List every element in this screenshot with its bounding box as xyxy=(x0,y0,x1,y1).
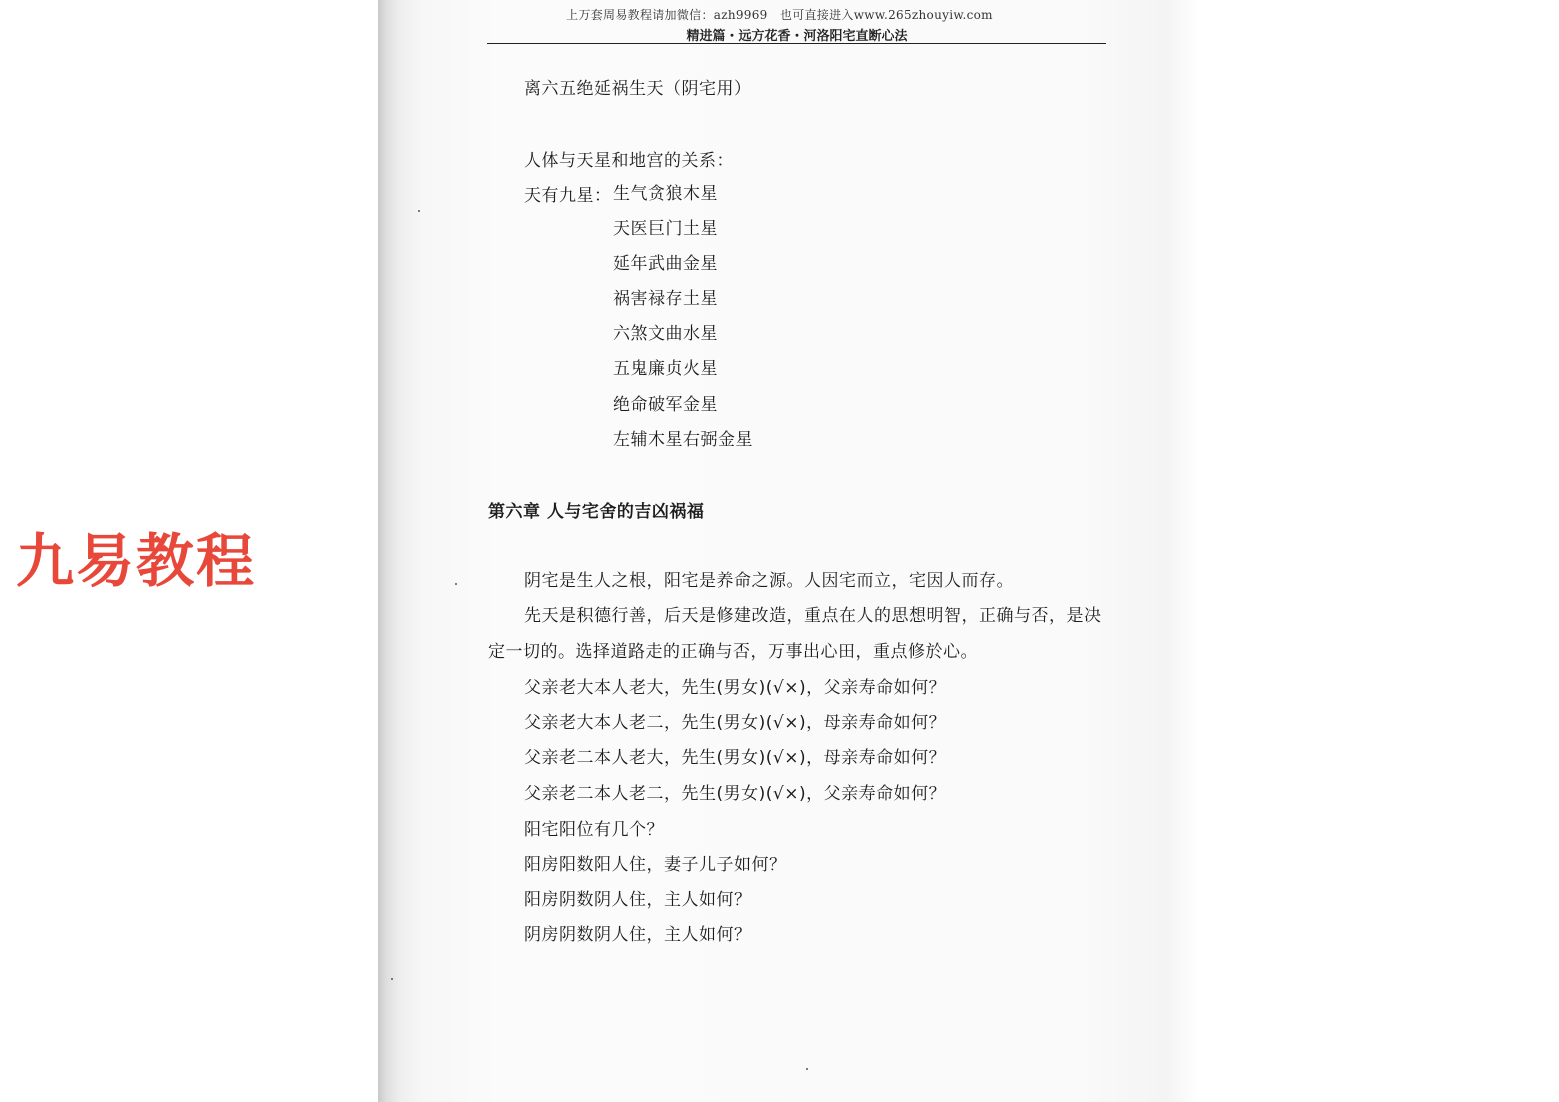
scan-speck xyxy=(806,1068,808,1070)
question-line: 父亲老大本人老大，先生(男女)(√×)，父亲寿命如何？ xyxy=(524,678,947,698)
scan-speck xyxy=(391,978,393,980)
nine-stars-label: 天有九星： xyxy=(524,186,612,206)
scanned-page xyxy=(378,0,1198,1102)
paragraph: 先天是积德行善，后天是修建改造，重点在人的思想明智，正确与否，是决 xyxy=(524,606,1102,626)
star-item: 左辅木星右弼金星 xyxy=(613,430,753,450)
heading-line: 离六五绝延祸生天（阴宅用） xyxy=(524,79,752,99)
star-item: 生气贪狼木星 xyxy=(613,184,718,204)
star-item: 延年武曲金星 xyxy=(613,254,718,274)
header-rule xyxy=(487,43,1106,44)
paragraph: 阴宅是生人之根，阳宅是养命之源。人因宅而立，宅因人而存。 xyxy=(524,571,1014,591)
star-item: 五鬼廉贞火星 xyxy=(613,359,718,379)
logo-watermark: 九易教程 xyxy=(16,527,257,595)
star-item: 祸害禄存土星 xyxy=(613,289,718,309)
star-item: 六煞文曲水星 xyxy=(613,324,718,344)
top-watermark-text: 上万套周易教程请加微信：azh9969 也可直接进入www.265zhouyiw.com xyxy=(566,8,993,22)
star-item: 天医巨门土星 xyxy=(613,219,718,239)
question-line: 阳房阴数阴人住，主人如何？ xyxy=(524,890,752,910)
question-line: 阳宅阳位有几个？ xyxy=(524,820,664,840)
star-item: 绝命破军金星 xyxy=(613,395,718,415)
question-line: 阳房阳数阳人住，妻子儿子如何？ xyxy=(524,855,787,875)
scan-speck xyxy=(418,210,420,212)
running-header: 精进篇・远方花香・河洛阳宅直断心法 xyxy=(686,29,908,44)
question-line: 父亲老二本人老大，先生(男女)(√×)，母亲寿命如何？ xyxy=(524,748,947,768)
question-line: 阴房阴数阴人住，主人如何？ xyxy=(524,925,752,945)
chapter-title: 第六章 人与宅舍的吉凶祸福 xyxy=(488,502,705,522)
scan-speck xyxy=(455,583,457,585)
question-line: 父亲老二本人老二，先生(男女)(√×)，父亲寿命如何？ xyxy=(524,784,947,804)
relation-title: 人体与天星和地宫的关系： xyxy=(524,151,734,171)
paragraph: 定一切的。选择道路走的正确与否，万事出心田，重点修於心。 xyxy=(488,642,978,662)
question-line: 父亲老大本人老二，先生(男女)(√×)，母亲寿命如何？ xyxy=(524,713,947,733)
